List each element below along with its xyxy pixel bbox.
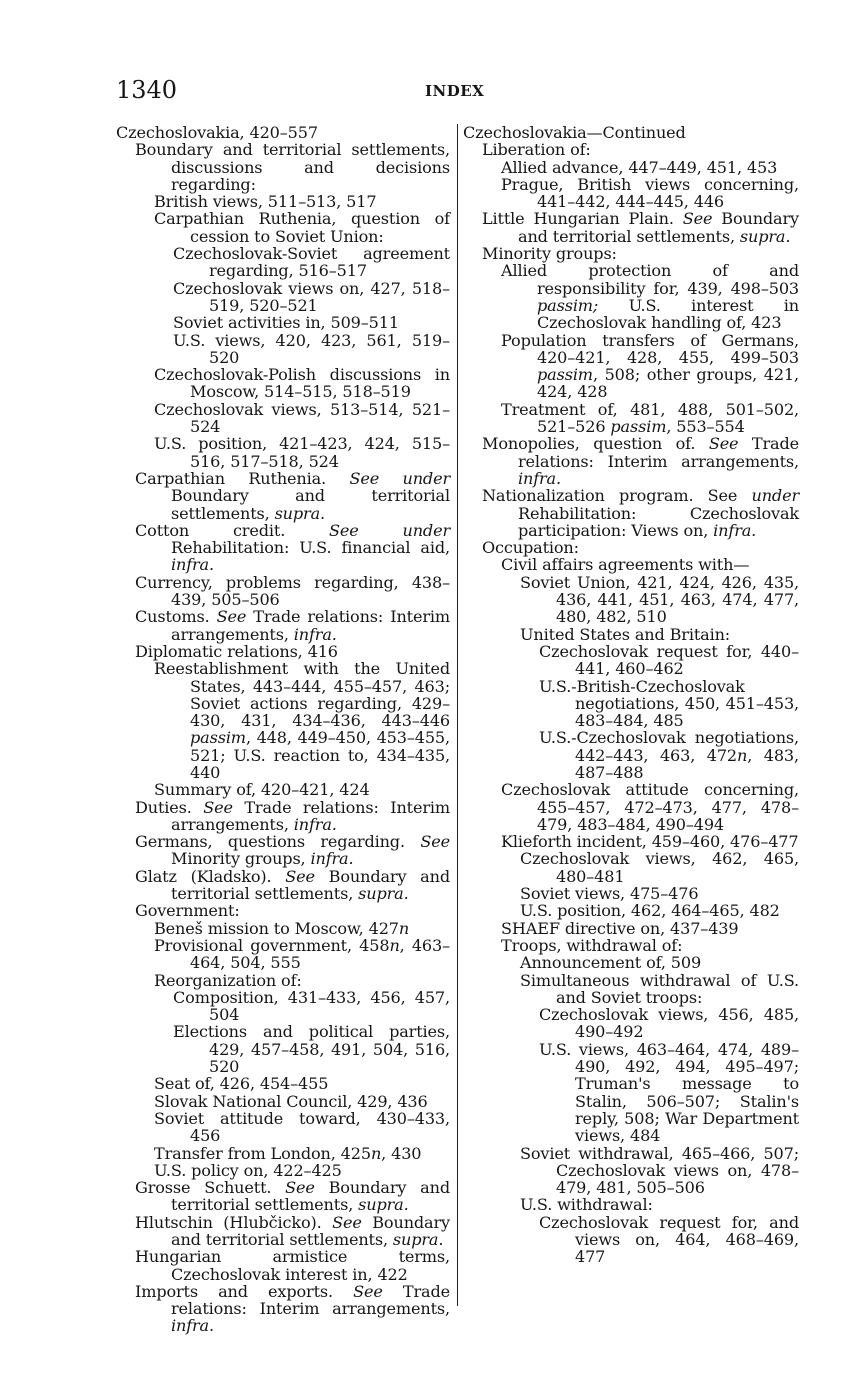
index-entry: Germans, questions regarding. See Minority groups, infra. — [135, 832, 450, 869]
index-entry: Czechoslovak-Polish discussions in Moscow, 514–515, 518–519 — [154, 365, 450, 402]
index-entry: Soviet Union, 421, 424, 426, 435, 436, 441, 451, 463, 474, 477, 480, 482, 510 — [520, 572, 799, 627]
index-entry: Czechoslovakia—Continued — [463, 123, 686, 142]
index-entry: Announcement of, 509 — [520, 953, 702, 973]
index-entry: Customs. See Trade relations: Interim arrangements, infra. — [135, 607, 450, 644]
index-entry: U.S.-Czechoslovak negotiations, 442–443, 463, 472n, 483, 487–488 — [539, 728, 799, 782]
index-entry: Allied protection of and responsibility for, 439, 498–503 passim; U.S. interest in Czechoslovak handling of, 423 — [501, 261, 799, 333]
index-entry: U.S.-British-Czechoslovak negotiations, 450, 451–453, 483–484, 485 — [539, 676, 799, 731]
running-head: INDEX — [425, 82, 485, 100]
index-entry: Klieforth incident, 459–460, 476–477 — [501, 832, 799, 852]
index-entry: Transfer from London, 425n, 430 — [154, 1143, 422, 1163]
index-entry: Nationalization program. See under Rehabilitation: Czechoslovak participation: Views on, infra. — [482, 486, 799, 540]
index-entry: U.S. policy on, 422–425 — [154, 1160, 342, 1180]
index-entry: Czechoslovakia, 420–557 — [116, 123, 318, 142]
index-entry: Glatz (Kladsko). See Boundary and territorial settlements, supra. — [135, 866, 450, 904]
index-entry: Elections and political parties, 429, 457–458, 491, 504, 516, 520 — [173, 1022, 450, 1077]
index-entry: Allied advance, 447–449, 451, 453 — [501, 157, 778, 177]
index-entry: United States and Britain: — [520, 624, 731, 644]
index-entry: Occupation: — [482, 538, 579, 558]
index-entry: Grosse Schuett. See Boundary and territorial settlements, supra. — [135, 1178, 450, 1215]
index-entry: Duties. See Trade relations: Interim arrangements, infra. — [135, 797, 451, 834]
index-entry: Little Hungarian Plain. See Boundary and territorial settlements, supra. — [482, 209, 799, 246]
index-entry: Diplomatic relations, 416 — [135, 641, 338, 661]
index-entry: Seat of, 426, 454–455 — [154, 1074, 329, 1094]
index-entry: Minority groups: — [482, 244, 617, 264]
column-divider — [457, 124, 458, 1306]
index-entry: U.S. views, 420, 423, 561, 519–520 — [173, 330, 450, 367]
index-entry: Simultaneous withdrawal of U.S. and Soviet troops: — [520, 970, 799, 1007]
index-entry: SHAEF directive on, 437–439 — [501, 918, 739, 938]
index-entry: Population transfers of Germans, 420–421, 428, 455, 499–503 passim, 508; other groups, 421, 424, 428 — [501, 330, 799, 402]
index-entry: Soviet attitude toward, 430–433, 456 — [154, 1108, 450, 1146]
index-entry: U.S. position, 462, 464–465, 482 — [520, 901, 780, 921]
index-entry: Soviet views, 475–476 — [520, 884, 699, 904]
index-entry: Carpathian Ruthenia. See under Boundary and territorial settlements, supra. — [135, 468, 450, 523]
index-entry: Monopolies, question of. See Trade relations: Interim arrangements, infra. — [482, 434, 799, 488]
index-entry: Czechoslovak views, 513–514, 521–524 — [154, 399, 450, 437]
index-entry: Summary of, 420–421, 424 — [154, 780, 370, 800]
index-entry: U.S. withdrawal: — [520, 1195, 653, 1215]
index-entry: Soviet withdrawal, 465–466, 507; Czechoslovak views on, 478–479, 481, 505–506 — [520, 1143, 799, 1198]
index-entry: Czechoslovak views on, 427, 518–519, 520–521 — [173, 278, 450, 315]
index-entry: Czechoslovak attitude concerning, 455–457, 472–473, 477, 478–479, 483–484, 490–494 — [501, 780, 799, 834]
index-entry: Soviet activities in, 509–511 — [173, 313, 399, 333]
index-entry: Reorganization of: — [154, 970, 302, 990]
index-entry: Treatment of, 481, 488, 501–502, 521–526 passim, 553–554 — [501, 399, 799, 437]
index-entry: Government: — [135, 901, 240, 921]
index-entry: Slovak National Council, 429, 436 — [154, 1091, 428, 1111]
index-entry: Czechoslovak views, 462, 465, 480–481 — [520, 849, 799, 886]
index-entry: Imports and exports. See Trade relations: Interim arrangements, infra. — [135, 1281, 450, 1336]
index-entry: Czechoslovak views, 456, 485, 490–492 — [539, 1005, 799, 1042]
page-number: 1340 — [116, 76, 178, 104]
index-entry: U.S. views, 463–464, 474, 489–490, 492, 494, 495–497; Truman's message to Stalin, 506–507; Stalin's reply, 508; War Department views, 484 — [539, 1039, 799, 1146]
index-entry: Carpathian Ruthenia, question of cession to Soviet Union: — [154, 209, 450, 246]
index-entry: Beneš mission to Moscow, 427n — [154, 918, 410, 938]
index-entry: Hlutschin (Hlubčicko). See Boundary and territorial settlements, supra. — [135, 1212, 450, 1249]
index-entry: Prague, British views concerning, 441–442, 444–445, 446 — [501, 174, 799, 212]
index-entry: Czechoslovak request for, and views on, 464, 468–469, 477 — [539, 1212, 799, 1267]
index-column-right — [463, 124, 799, 1266]
index-entry: Boundary and territorial settlements, discussions and decisions regarding: — [135, 140, 450, 194]
index-entry: Composition, 431–433, 456, 457, 504 — [173, 987, 450, 1025]
index-entry: Liberation of: — [482, 140, 591, 160]
index-column-left — [116, 124, 450, 1335]
index-entry: Reestablishment with the United States, 443–444, 455–457, 463; Soviet actions regarding, 429–430, 431, 434–436, 443–446 passim, 448, 449–450, 453–455, 521; U.S. reaction to, 434–435, 440 — [154, 659, 450, 782]
index-entry: Hungarian armistice terms, Czechoslovak interest in, 422 — [135, 1247, 450, 1284]
index-entry: Provisional government, 458n, 463–464, 504, 555 — [154, 935, 450, 973]
index-entry: Civil affairs agreements with— — [501, 555, 750, 575]
index-entry: U.S. position, 421–423, 424, 515–516, 517–518, 524 — [154, 434, 450, 471]
index-entry: British views, 511–513, 517 — [154, 192, 377, 212]
index-entry: Troops, withdrawal of: — [501, 935, 683, 955]
index-entry: Czechoslovak request for, 440–441, 460–462 — [539, 641, 799, 679]
index-entry: Czechoslovak-Soviet agreement regarding, 516–517 — [173, 244, 450, 281]
index-entry: Currency, problems regarding, 438–439, 505–506 — [135, 572, 450, 610]
index-entry: Cotton credit. See under Rehabilitation: U.S. financial aid, infra. — [135, 520, 450, 575]
